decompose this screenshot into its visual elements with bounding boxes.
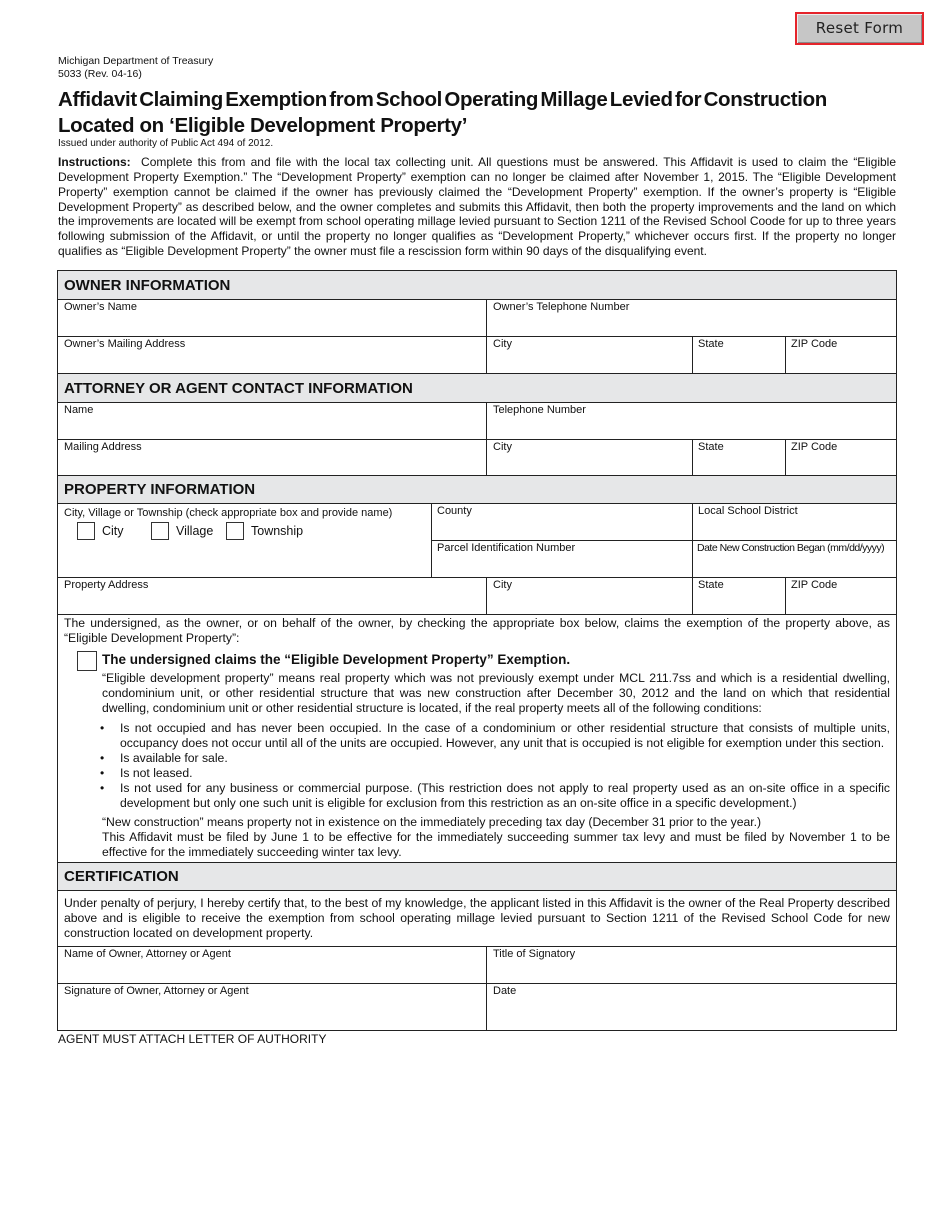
date-began-cell xyxy=(692,541,896,578)
signatory-title-cell xyxy=(487,947,896,984)
agent-phone-label: Telephone Number xyxy=(493,404,586,416)
parcel-input[interactable] xyxy=(437,557,689,577)
agent-city-label: City xyxy=(493,441,512,453)
owner-city-cell xyxy=(487,337,692,374)
agent-zip-input[interactable] xyxy=(791,456,893,476)
reset-form-button[interactable] xyxy=(795,12,924,45)
property-state-label: State xyxy=(698,579,724,591)
owner-state-cell xyxy=(692,337,785,374)
signer-name-cell xyxy=(58,947,487,984)
agent-city-cell xyxy=(487,440,692,476)
village-option-label: Village xyxy=(176,524,214,538)
filing-deadline: This Affidavit must be filed by June 1 to be effective for the immediately succeeding summer tax levy and must be filed by November 1 to be effective for the immediately succeeding winter tax levy. xyxy=(102,830,890,859)
property-state-input[interactable] xyxy=(698,594,782,614)
property-zip-label: ZIP Code xyxy=(791,579,838,591)
affidavit-form xyxy=(57,270,897,1031)
cvt-cell xyxy=(58,504,431,578)
agent-address-input[interactable] xyxy=(64,456,483,476)
owner-state-input[interactable] xyxy=(698,353,782,373)
agent-address-cell xyxy=(58,440,487,476)
form-number: 5033 (Rev. 04-16) xyxy=(58,68,142,80)
township-checkbox[interactable] xyxy=(226,522,244,540)
school-district-input[interactable] xyxy=(698,520,894,540)
agent-name-label: Name xyxy=(64,404,94,416)
new-construction-definition: “New construction” means property not in existence on the immediately preceding tax day (December 31 prior to the year.) xyxy=(102,815,762,829)
signature-input[interactable] xyxy=(64,1002,483,1028)
cvt-name-input[interactable] xyxy=(64,550,428,572)
issued-authority: Issued under authority of Public Act 494 of 2012. xyxy=(58,138,274,149)
property-address-label: Property Address xyxy=(64,579,149,591)
school-district-cell xyxy=(692,504,896,541)
owner-phone-input[interactable] xyxy=(493,316,892,336)
agent-zip-label: ZIP Code xyxy=(791,441,838,453)
signer-name-input[interactable] xyxy=(64,963,483,983)
owner-zip-input[interactable] xyxy=(791,353,893,373)
parcel-cell xyxy=(431,541,692,578)
signature-label: Signature of Owner, Attorney or Agent xyxy=(64,985,249,997)
form-title-line1: Affidavit Claiming Exemption from School Operating Millage Levied for Construction xyxy=(58,88,827,111)
school-district-label: Local School District xyxy=(698,505,798,517)
property-address-input[interactable] xyxy=(64,594,483,614)
township-option-label: Township xyxy=(251,524,304,538)
city-option-label: City xyxy=(102,524,124,538)
signature-cell xyxy=(58,984,487,1030)
certification-statement: Under penalty of perjury, I hereby certify that, to the best of my knowledge, the applicant listed in this Affidavit is the owner of the Real Property described above and is eligible to receive the exemption from school operating millage levied pursuant to Section 1211 of the Revised School Code for new construction located on development property. xyxy=(64,896,890,940)
agent-state-label: State xyxy=(698,441,724,453)
agent-city-input[interactable] xyxy=(493,456,689,476)
owner-state-label: State xyxy=(698,338,724,350)
date-cell xyxy=(487,984,896,1030)
property-city-label: City xyxy=(493,579,512,591)
owner-name-cell xyxy=(58,300,487,337)
eligible-definition: “Eligible development property” means real property which was not previously exempt under MCL 211.7ss and which is a residential dwelling, condominium unit, or other residential structure that was new construction after December 30, 2012 and the land on which that residential dwelling, condominium unit or other residential structure is located, if the real property meets all of the following conditions: xyxy=(102,671,890,715)
agent-phone-input[interactable] xyxy=(493,419,892,439)
county-label: County xyxy=(437,505,472,517)
owner-zip-cell xyxy=(785,337,896,374)
county-cell xyxy=(431,504,692,541)
date-began-input[interactable] xyxy=(698,557,894,577)
bullet-marker: • xyxy=(100,751,105,765)
owner-section-heading: OWNER INFORMATION xyxy=(58,271,896,300)
instructions-text: Complete this from and file with the local tax collecting unit. All questions must be answered. This Affidavit is used to claim the “Eligible Development Property Exemption.” The “Development Property” exemption can no longer be claimed after November 1, 2015. The “Eligible Development Property” exemption cannot be claimed if the owner has previously claimed the “Development Property” exemption. If the owner’s property is “Eligible Development Property” as described below, and the owner completes and submits this Affidavit, then both the property improvements and the land on which the improvements are located will be exempt from school operating millage levied pursuant to Section 1211 of the Revised School Coode for up to three years following submission of the Affidavit, or until the property no longer qualifies as “Development Property,” whichever occurs first. If the property no longer qualifies as “Eligible Development Property” the owner must file a rescission form within 90 days of the disqualifying event. xyxy=(58,155,896,259)
agent-authority-notice: AGENT MUST ATTACH LETTER OF AUTHORITY xyxy=(58,1032,327,1046)
agent-name-cell xyxy=(58,403,487,440)
property-city-input[interactable] xyxy=(493,594,689,614)
claim-exemption-checkbox[interactable] xyxy=(77,651,97,671)
property-city-cell xyxy=(487,578,692,615)
form-title xyxy=(58,87,903,139)
signatory-title-input[interactable] xyxy=(493,963,892,983)
owner-name-input[interactable] xyxy=(64,316,483,336)
condition-available-for-sale: Is available for sale. xyxy=(120,751,228,765)
owner-phone-cell xyxy=(487,300,896,337)
condition-not-leased: Is not leased. xyxy=(120,766,193,780)
agent-address-label: Mailing Address xyxy=(64,441,142,453)
claim-intro: The undersigned, as the owner, or on behalf of the owner, by checking the appropriate box below, claims the exemption of the property above, as “Eligible Development Property”: xyxy=(64,616,890,645)
condition-not-occupied: Is not occupied and has never been occupied. In the case of a condominium or other residential structure that consists of multiple units, occupancy does not occur until all of the units are occupied. However, any unit that is occupied is not eligible for exemption under this section. xyxy=(120,721,890,750)
condition-not-commercial: Is not used for any business or commercial purpose. (This restriction does not apply to real property used as an on-site office in a specific development but only one such unit is eligible for exclusion from this restriction as an on-site office in a specific development.) xyxy=(120,781,890,810)
owner-address-input[interactable] xyxy=(64,353,483,373)
agent-zip-cell xyxy=(785,440,896,476)
bullet-marker: • xyxy=(100,721,105,735)
instructions xyxy=(58,155,896,259)
owner-name-label: Owner’s Name xyxy=(64,301,137,313)
property-zip-input[interactable] xyxy=(791,594,893,614)
village-checkbox[interactable] xyxy=(151,522,169,540)
owner-phone-label: Owner’s Telephone Number xyxy=(493,301,630,313)
signer-name-label: Name of Owner, Attorney or Agent xyxy=(64,948,231,960)
city-checkbox[interactable] xyxy=(77,522,95,540)
county-input[interactable] xyxy=(437,520,689,540)
bullet-marker: • xyxy=(100,781,105,795)
owner-address-cell xyxy=(58,337,487,374)
owner-city-label: City xyxy=(493,338,512,350)
agent-section-heading: ATTORNEY OR AGENT CONTACT INFORMATION xyxy=(58,374,896,403)
parcel-label: Parcel Identification Number xyxy=(437,542,576,554)
agent-state-cell xyxy=(692,440,785,476)
owner-zip-label: ZIP Code xyxy=(791,338,838,350)
property-section-heading: PROPERTY INFORMATION xyxy=(58,476,896,504)
property-state-cell xyxy=(692,578,785,615)
date-input[interactable] xyxy=(493,1002,892,1028)
date-began-label: Date New Construction Began (mm/dd/yyyy) xyxy=(697,542,885,554)
reset-form-label: Reset Form xyxy=(815,19,904,37)
instructions-label: Instructions: xyxy=(58,155,131,169)
owner-city-input[interactable] xyxy=(493,353,689,373)
agent-name-input[interactable] xyxy=(64,419,483,439)
claim-checkbox-label: The undersigned claims the “Eligible Development Property” Exemption. xyxy=(102,652,571,667)
owner-address-label: Owner’s Mailing Address xyxy=(64,338,186,350)
certification-section-heading: CERTIFICATION xyxy=(58,863,896,891)
date-label: Date xyxy=(493,985,517,997)
signatory-title-label: Title of Signatory xyxy=(493,948,576,960)
property-address-cell xyxy=(58,578,487,615)
divider xyxy=(58,614,896,615)
cvt-label: City, Village or Township (check appropriate box and provide name) xyxy=(64,507,393,519)
agency-name: Michigan Department of Treasury xyxy=(58,55,214,67)
agent-phone-cell xyxy=(487,403,896,440)
agent-state-input[interactable] xyxy=(698,456,782,476)
property-zip-cell xyxy=(785,578,896,615)
form-title-line2: Located on ‘Eligible Development Property’ xyxy=(58,114,468,137)
bullet-marker: • xyxy=(100,766,105,780)
